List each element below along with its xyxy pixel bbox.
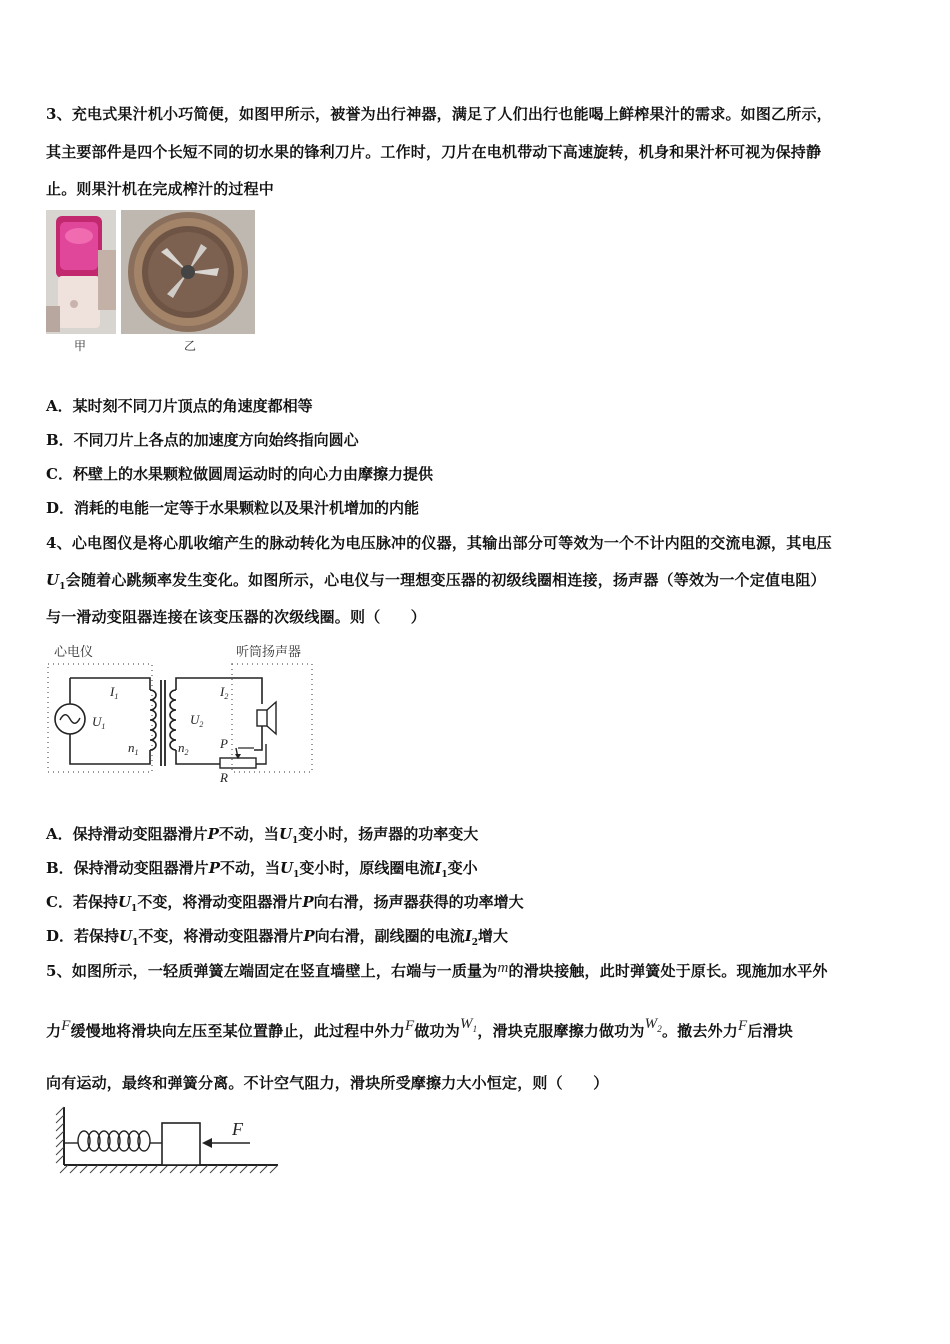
q4-option-d: D．若保持$U_1$不变，将滑动变阻器滑片P向右滑，副线圈的电流$I_2$增大 [46, 927, 508, 948]
svg-text:I2: $I_2$ [220, 684, 229, 701]
q4-line-1: 4、心电图仪是将心肌收缩产生的脉动转化为电压脉冲的仪器，其输出部分可等效为一个不计内阻的交流电源，其电压 [46, 534, 832, 552]
svg-text:n2: $n_2$ [178, 740, 189, 757]
blade-photo [121, 210, 255, 334]
q5-line-2: 力F缓慢地将滑块向左压至某位置静止，此过程中外力F做功为$W_1$，滑块克服摩擦力做功为$W_2$。撤去外力F后滑块 [46, 1016, 793, 1040]
q4-option-b: B．保持滑动变阻器滑片P不动，当$U_1$变小时，原线圈电流$I_1$变小 [46, 859, 478, 880]
transformer-circuit [44, 640, 320, 786]
svg-text:P: P [220, 736, 228, 751]
juicer-photo [46, 210, 116, 334]
label-ecg: 心电仪 [54, 645, 94, 660]
q3-line-2: 其主要部件是四个长短不同的切水果的锋利刀片。工作时，刀片在电机带动下高速旋转，机身和果汁杯可视为保持静 [46, 143, 822, 161]
q4-option-a: A．保持滑动变阻器滑片P不动，当$U_1$变小时，扬声器的功率变大 [46, 825, 479, 846]
q3-option-c: C．杯壁上的水果颗粒做圆周运动时的向心力由摩擦力提供 [46, 465, 433, 483]
q3-option-b: B．不同刀片上各点的加速度方向始终指向圆心 [46, 431, 359, 449]
q4-line-2: $U_1$会随着心跳频率发生变化。如图所示，心电仪与一理想变压器的初级线圈相连接，扬声器（等效为一个定值电阻） [46, 571, 826, 592]
q5-line-1: 5、如图所示，一轻质弹簧左端固定在竖直墙壁上，右端与一质量为m的滑块接触，此时弹簧处于原长。现施加水平外 [46, 960, 828, 980]
q3-line-3: 止。则果汁机在完成榨汁的过程中 [46, 180, 275, 198]
svg-text:n1: $n_1$ [128, 740, 139, 757]
q4-option-c: C．若保持$U_1$不变，将滑动变阻器滑片P向右滑，扬声器获得的功率增大 [46, 893, 524, 914]
svg-text:U1: $U_1$ [92, 714, 106, 731]
svg-text:U2: $U_2$ [190, 712, 204, 729]
spring-block-figure [52, 1103, 282, 1177]
q3-option-a: A．某时刻不同刀片顶点的角速度都相等 [46, 397, 313, 415]
q3-option-d: D．消耗的电能一定等于水果颗粒以及果汁机增加的内能 [46, 499, 420, 517]
force-label: F [232, 1119, 243, 1139]
svg-text:R: R [220, 770, 228, 785]
q4-line-3: 与一滑动变阻器连接在该变压器的次级线圈。则（ ） [46, 608, 427, 626]
label-speaker: 听筒扬声器 [236, 645, 302, 660]
caption-yi: 乙 [184, 339, 197, 353]
q3-line-1: 3、充电式果汁机小巧简便，如图甲所示，被誉为出行神器，满足了人们出行也能喝上鲜榨果汁的需求。如图乙所示， [46, 105, 832, 123]
svg-text:I1: $I_1$ [110, 684, 119, 701]
q5-line-3: 向有运动，最终和弹簧分离。不计空气阻力，滑块所受摩擦力大小恒定，则（ ） [46, 1074, 609, 1092]
caption-jia: 甲 [74, 339, 87, 353]
